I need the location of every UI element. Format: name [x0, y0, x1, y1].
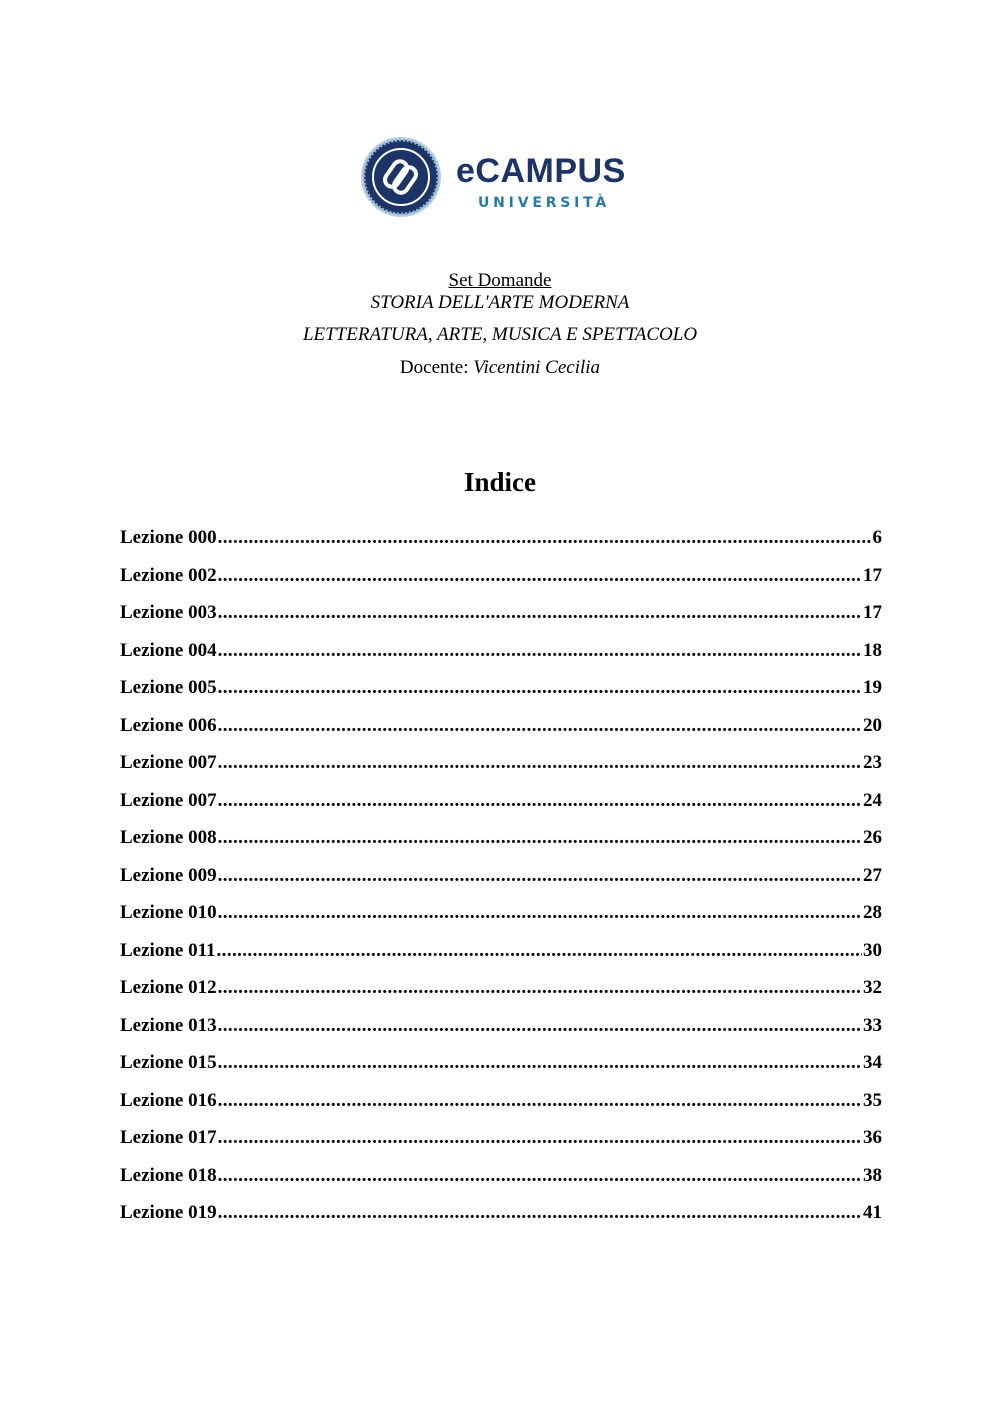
toc-entry-label: Lezione 004	[120, 639, 217, 661]
toc-entry[interactable]	[120, 525, 882, 563]
toc-dot-leader	[217, 938, 862, 964]
toc-dot-leader	[218, 563, 862, 589]
toc-heading: Indice	[463, 467, 536, 497]
toc-entry-page: 35	[863, 1089, 882, 1111]
toc-dot-leader	[218, 1163, 862, 1189]
toc-entry-label: Lezione 013	[120, 1014, 217, 1036]
toc-entry-page: 18	[863, 639, 882, 661]
toc-entry-label: Lezione 008	[120, 827, 217, 848]
toc-entry-label: Lezione 018	[120, 1164, 217, 1186]
document-header	[0, 270, 1000, 379]
toc-entry[interactable]	[120, 750, 882, 788]
toc-entry[interactable]	[120, 1013, 882, 1051]
teacher-label: Docente:	[399, 357, 469, 378]
toc-entry[interactable]	[120, 863, 882, 901]
toc-dot-leader	[218, 1088, 862, 1114]
toc-dot-leader	[218, 675, 862, 701]
toc-entry-label: Lezione 016	[120, 1089, 217, 1111]
toc-dot-leader	[218, 1013, 862, 1039]
teacher-name: Vicentini Cecilia	[473, 357, 601, 378]
toc-entry-label: Lezione 017	[120, 1127, 217, 1148]
toc-entry[interactable]	[120, 1088, 882, 1126]
toc-entry-label: Lezione 007	[120, 789, 217, 811]
toc-dot-leader	[218, 713, 862, 739]
toc-dot-leader	[218, 1200, 862, 1226]
toc-entry-page: 34	[863, 1052, 882, 1073]
toc-entry-page: 26	[863, 827, 882, 848]
toc-dot-leader	[218, 525, 872, 551]
toc-entry[interactable]	[120, 1163, 882, 1201]
course-title: STORIA DELL'ARTE MODERNA	[370, 292, 630, 313]
area-title: LETTERATURA, ARTE, MUSICA E SPETTACOLO	[302, 324, 698, 345]
toc-dot-leader	[218, 600, 862, 626]
logo-subtitle: UNIVERSITÀ	[478, 195, 611, 211]
toc-entry-page: 38	[863, 1164, 882, 1186]
toc-dot-leader	[218, 750, 862, 776]
toc-entry-label: Lezione 003	[120, 602, 217, 623]
toc-entry-label: Lezione 007	[120, 752, 217, 773]
toc-dot-leader	[218, 975, 862, 1001]
toc-entry[interactable]	[120, 563, 882, 601]
toc-entry-label: Lezione 010	[120, 902, 217, 923]
toc-dot-leader	[218, 638, 862, 664]
toc-dot-leader	[218, 825, 862, 851]
toc-dot-leader	[218, 863, 862, 889]
toc-entry-page: 41	[863, 1202, 882, 1223]
logo-wordmark: eCAMPUS	[456, 152, 626, 190]
toc-entry[interactable]	[120, 1125, 882, 1163]
ecampus-seal-icon	[360, 136, 442, 218]
toc-entry[interactable]	[120, 600, 882, 638]
toc-entry-label: Lezione 009	[120, 864, 217, 886]
toc-entry-page: 28	[863, 902, 882, 923]
toc-entry-label: Lezione 019	[120, 1202, 217, 1223]
teacher-line	[0, 357, 1000, 379]
toc-entry-label: Lezione 000	[120, 527, 217, 548]
toc-entry-page: 27	[863, 864, 882, 886]
toc-entry-label: Lezione 012	[120, 977, 217, 998]
toc-entry-page: 17	[863, 564, 882, 586]
toc-dot-leader	[218, 1125, 862, 1151]
toc-entry[interactable]	[120, 975, 882, 1013]
toc-entry[interactable]	[120, 900, 882, 938]
toc-entry-page: 33	[863, 1014, 882, 1036]
toc-entry-label: Lezione 006	[120, 714, 217, 736]
toc-entry-page: 6	[872, 527, 882, 548]
toc-entry[interactable]	[120, 1200, 882, 1238]
toc-entry[interactable]	[120, 825, 882, 863]
toc-entry-page: 36	[863, 1127, 882, 1148]
set-title: Set Domande	[448, 270, 552, 291]
toc-entry[interactable]	[120, 675, 882, 713]
toc-entry-label: Lezione 015	[120, 1052, 217, 1073]
toc-entry-page: 17	[863, 602, 882, 623]
toc-entry[interactable]	[120, 713, 882, 751]
toc-entry-page: 32	[863, 977, 882, 998]
toc-entry-page: 19	[863, 677, 882, 698]
toc-entry-page: 20	[863, 714, 882, 736]
toc-entry[interactable]	[120, 638, 882, 676]
table-of-contents	[120, 525, 882, 1238]
toc-entry[interactable]	[120, 1050, 882, 1088]
toc-dot-leader	[218, 900, 862, 926]
toc-entry[interactable]	[120, 938, 882, 976]
toc-entry-label: Lezione 002	[120, 564, 217, 586]
toc-dot-leader	[218, 1050, 862, 1076]
toc-entry-label: Lezione 011	[120, 939, 216, 961]
toc-entry-page: 23	[863, 752, 882, 773]
toc-entry-page: 24	[863, 789, 882, 811]
toc-entry[interactable]	[120, 788, 882, 826]
toc-entry-page: 30	[863, 939, 882, 961]
toc-dot-leader	[218, 788, 862, 814]
ecampus-logo	[360, 136, 640, 218]
toc-entry-label: Lezione 005	[120, 677, 217, 698]
